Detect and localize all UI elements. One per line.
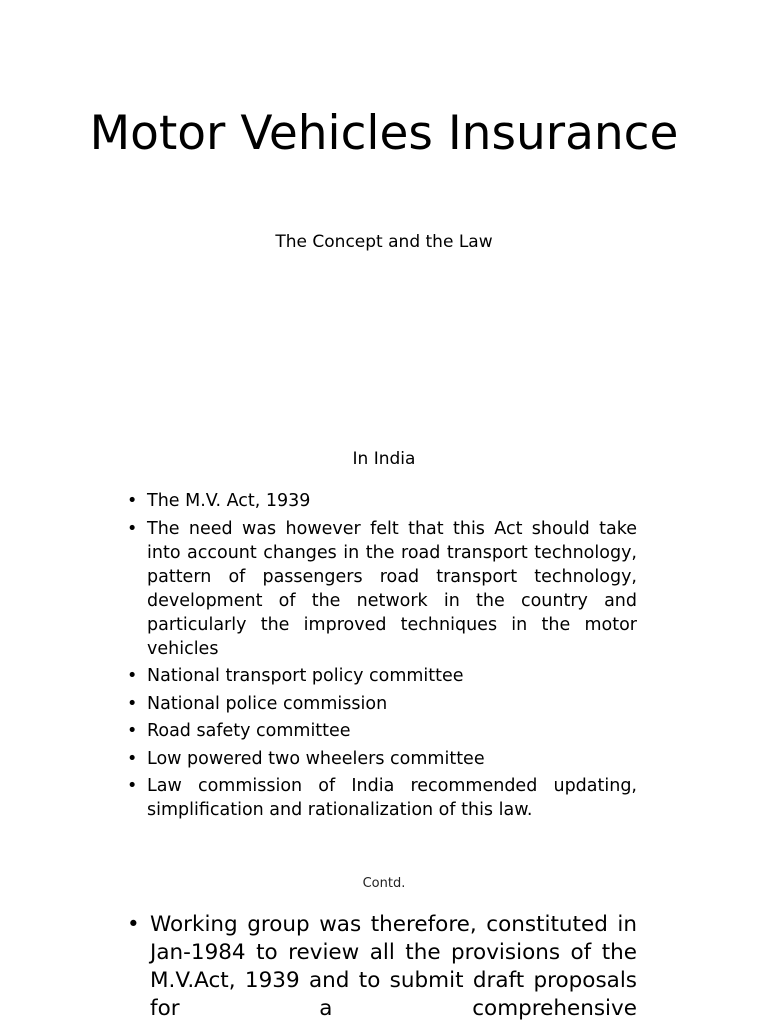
list-item: • Working group was therefore, constituted in Jan-1984 to review all the provisions of the M.V.Act, 1939 and to submit draft proposals for a comprehensive (127, 911, 637, 1023)
list-item: • The need was however felt that this Act should take into account changes in the road transport technology, pattern of passengers road transport technology, development of the network in the country and particularly the improved techniques in the motor vehicles (127, 517, 637, 661)
bullet-list (127, 489, 637, 826)
list-item: • Law commission of India recommended updating, simplification and rationalization of this law. (127, 774, 637, 822)
list-item: • National transport policy committee (127, 664, 637, 688)
list-item: • Road safety committee (127, 719, 637, 743)
list-item: • National police commission (127, 692, 637, 716)
page-subtitle: The Concept and the Law (275, 232, 493, 252)
section-heading: In India (352, 449, 416, 469)
contd-label: Contd. (362, 876, 406, 891)
page-title: Motor Vehicles Insurance (89, 106, 679, 161)
next-page-bullet-list (127, 911, 637, 1023)
list-item: • The M.V. Act, 1939 (127, 489, 637, 513)
list-item: • Low powered two wheelers committee (127, 747, 637, 771)
